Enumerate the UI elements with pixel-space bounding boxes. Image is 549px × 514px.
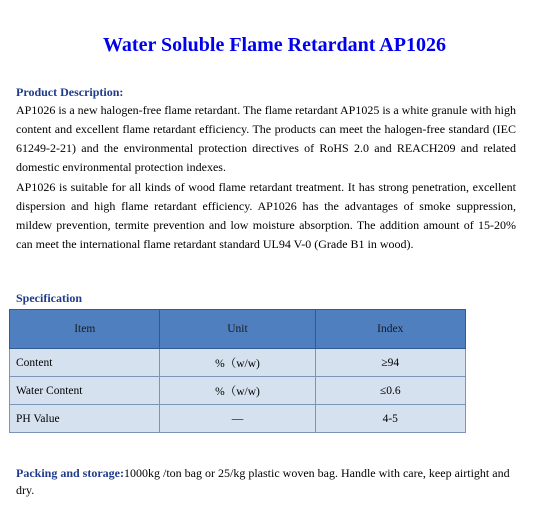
product-description-heading: Product Description: bbox=[16, 85, 124, 99]
cell-item: Content bbox=[10, 349, 160, 377]
cell-index: 4-5 bbox=[315, 405, 466, 433]
description-paragraph-2: AP1026 is suitable for all kinds of wood flame retardant treatment. It has strong penetration, excellent dispersion and high flame retardant efficiency. AP1026 has the advantages of smoke suppression, mildew prevention, termite prevention and low moisture absorption. The addition amount of 15-20% can meet the international flame retardant standard UL94 V-0 (Grade B1 in wood). bbox=[16, 180, 516, 251]
cell-item: Water Content bbox=[10, 377, 160, 405]
table-header-row bbox=[10, 310, 466, 349]
specification-table bbox=[9, 309, 466, 433]
cell-unit: — bbox=[160, 405, 315, 433]
cell-item: PH Value bbox=[10, 405, 160, 433]
specification-heading: Specification bbox=[16, 291, 82, 305]
column-header-unit: Unit bbox=[160, 310, 315, 349]
column-header-item: Item bbox=[10, 310, 160, 349]
column-header-index: Index bbox=[315, 310, 466, 349]
description-paragraph-1: AP1026 is a new halogen-free flame retardant. The flame retardant AP1025 is a white granule with high content and excellent flame retardant efficiency. The products can meet the halogen-free standard (IEC 61249-2-21) and the environmental protection directives of RoHS 2.0 and REACH209 and related domestic environmental protection indexes. bbox=[16, 103, 516, 174]
table-row bbox=[10, 349, 466, 377]
cell-index: ≥94 bbox=[315, 349, 466, 377]
cell-unit: %（w/w) bbox=[160, 349, 315, 377]
packing-and-storage bbox=[16, 465, 521, 499]
page-title: Water Soluble Flame Retardant AP1026 bbox=[103, 34, 446, 56]
packing-label: Packing and storage: bbox=[16, 466, 124, 480]
table-row bbox=[10, 377, 466, 405]
packing-text: 1000kg /ton bag or 25/kg plastic woven bag. Handle with care, keep airtight and dry. bbox=[16, 466, 510, 497]
cell-index: ≤0.6 bbox=[315, 377, 466, 405]
table-row bbox=[10, 405, 466, 433]
cell-unit: %（w/w) bbox=[160, 377, 315, 405]
